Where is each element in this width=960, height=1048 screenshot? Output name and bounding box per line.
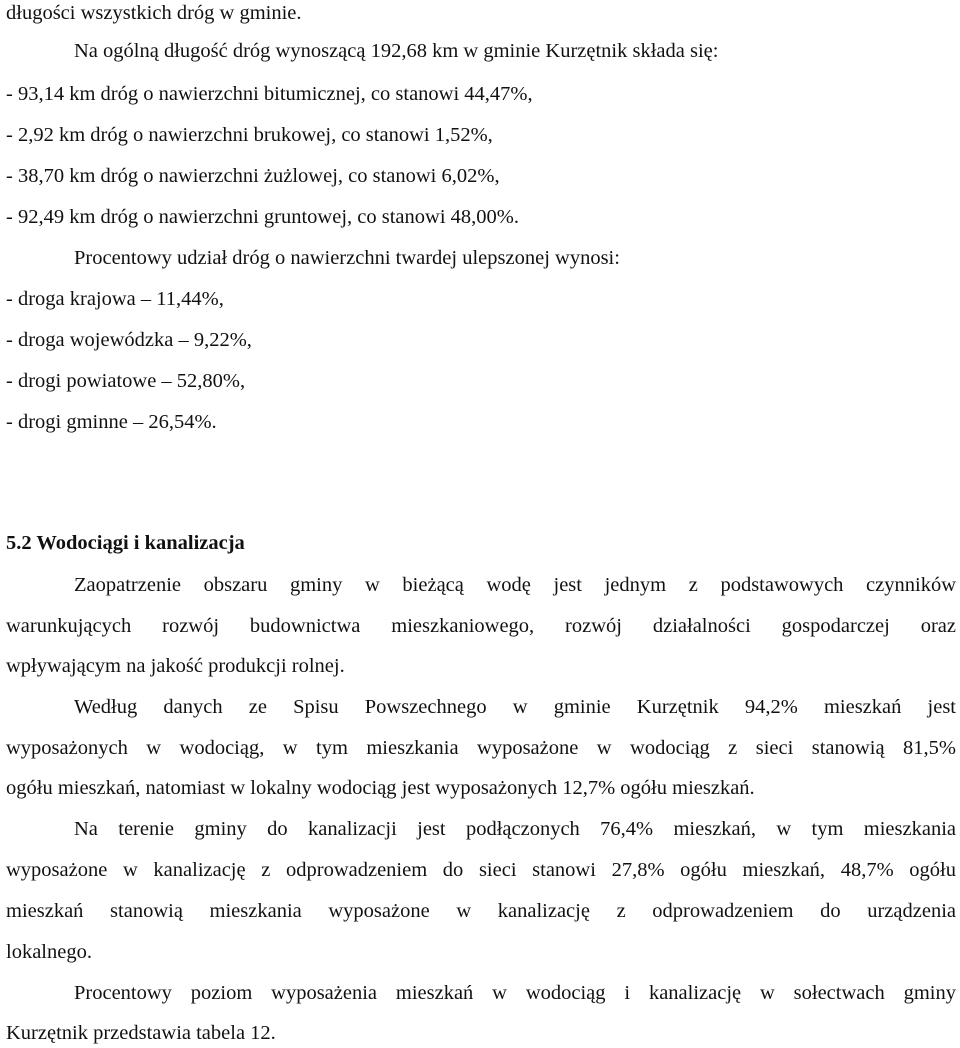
paragraph-roads-intro: Na ogólną długość dróg wynoszącą 192,68 km w gminie Kurzętnik składa się: bbox=[74, 40, 719, 62]
list-item-commune-roads: - drogi gminne – 26,54%. bbox=[6, 411, 217, 433]
paragraph-line: Zaopatrzenie obszaru gminy w bieżącą wodę jest jednym z podstawowych czynników bbox=[74, 574, 956, 596]
list-item-bituminous: - 93,14 km dróg o nawierzchni bitumicznej, co stanowi 44,47%, bbox=[6, 83, 533, 105]
list-item-slag: - 38,70 km dróg o nawierzchni żużlowej, co stanowi 6,02%, bbox=[6, 165, 500, 187]
paragraph-line: wyposażonych w wodociąg, w tym mieszkania wyposażone w wodociąg z sieci stanowią 81,5% bbox=[6, 737, 956, 759]
paragraph-line: Na terenie gminy do kanalizacji jest podłączonych 76,4% mieszkań, w tym mieszkania bbox=[74, 818, 956, 840]
list-item-dirt: - 92,49 km dróg o nawierzchni gruntowej, co stanowi 48,00%. bbox=[6, 206, 519, 228]
paragraph-line: wpływającym na jakość produkcji rolnej. bbox=[6, 655, 345, 677]
paragraph-line: Procentowy poziom wyposażenia mieszkań w wodociąg i kanalizację w sołectwach gminy bbox=[74, 982, 956, 1004]
list-item-cobblestone: - 2,92 km dróg o nawierzchni brukowej, co stanowi 1,52%, bbox=[6, 124, 493, 146]
list-item-voivodeship-road: - droga wojewódzka – 9,22%, bbox=[6, 329, 252, 351]
paragraph-line: wyposażone w kanalizację z odprowadzeniem do sieci stanowi 27,8% ogółu mieszkań, 48,7% ogółu bbox=[6, 859, 956, 881]
paragraph-line: lokalnego. bbox=[6, 941, 92, 963]
section-heading: 5.2 Wodociągi i kanalizacja bbox=[6, 532, 245, 554]
list-item-national-road: - droga krajowa – 11,44%, bbox=[6, 288, 224, 310]
paragraph-line: Według danych ze Spisu Powszechnego w gminie Kurzętnik 94,2% mieszkań jest bbox=[74, 696, 956, 718]
list-item-county-roads: - drogi powiatowe – 52,80%, bbox=[6, 370, 246, 392]
text-line: długości wszystkich dróg w gminie. bbox=[6, 2, 302, 24]
paragraph-line: mieszkań stanowią mieszkania wyposażone w kanalizację z odprowadzeniem do urządzenia bbox=[6, 900, 956, 922]
paragraph-line: Kurzętnik przedstawia tabela 12. bbox=[6, 1022, 276, 1044]
paragraph-line: warunkujących rozwój budownictwa mieszkaniowego, rozwój działalności gospodarczej oraz bbox=[6, 615, 956, 637]
paragraph-line: ogółu mieszkań, natomiast w lokalny wodociąg jest wyposażonych 12,7% ogółu mieszkań. bbox=[6, 777, 755, 799]
paragraph-hard-surface: Procentowy udział dróg o nawierzchni twardej ulepszonej wynosi: bbox=[74, 247, 620, 269]
